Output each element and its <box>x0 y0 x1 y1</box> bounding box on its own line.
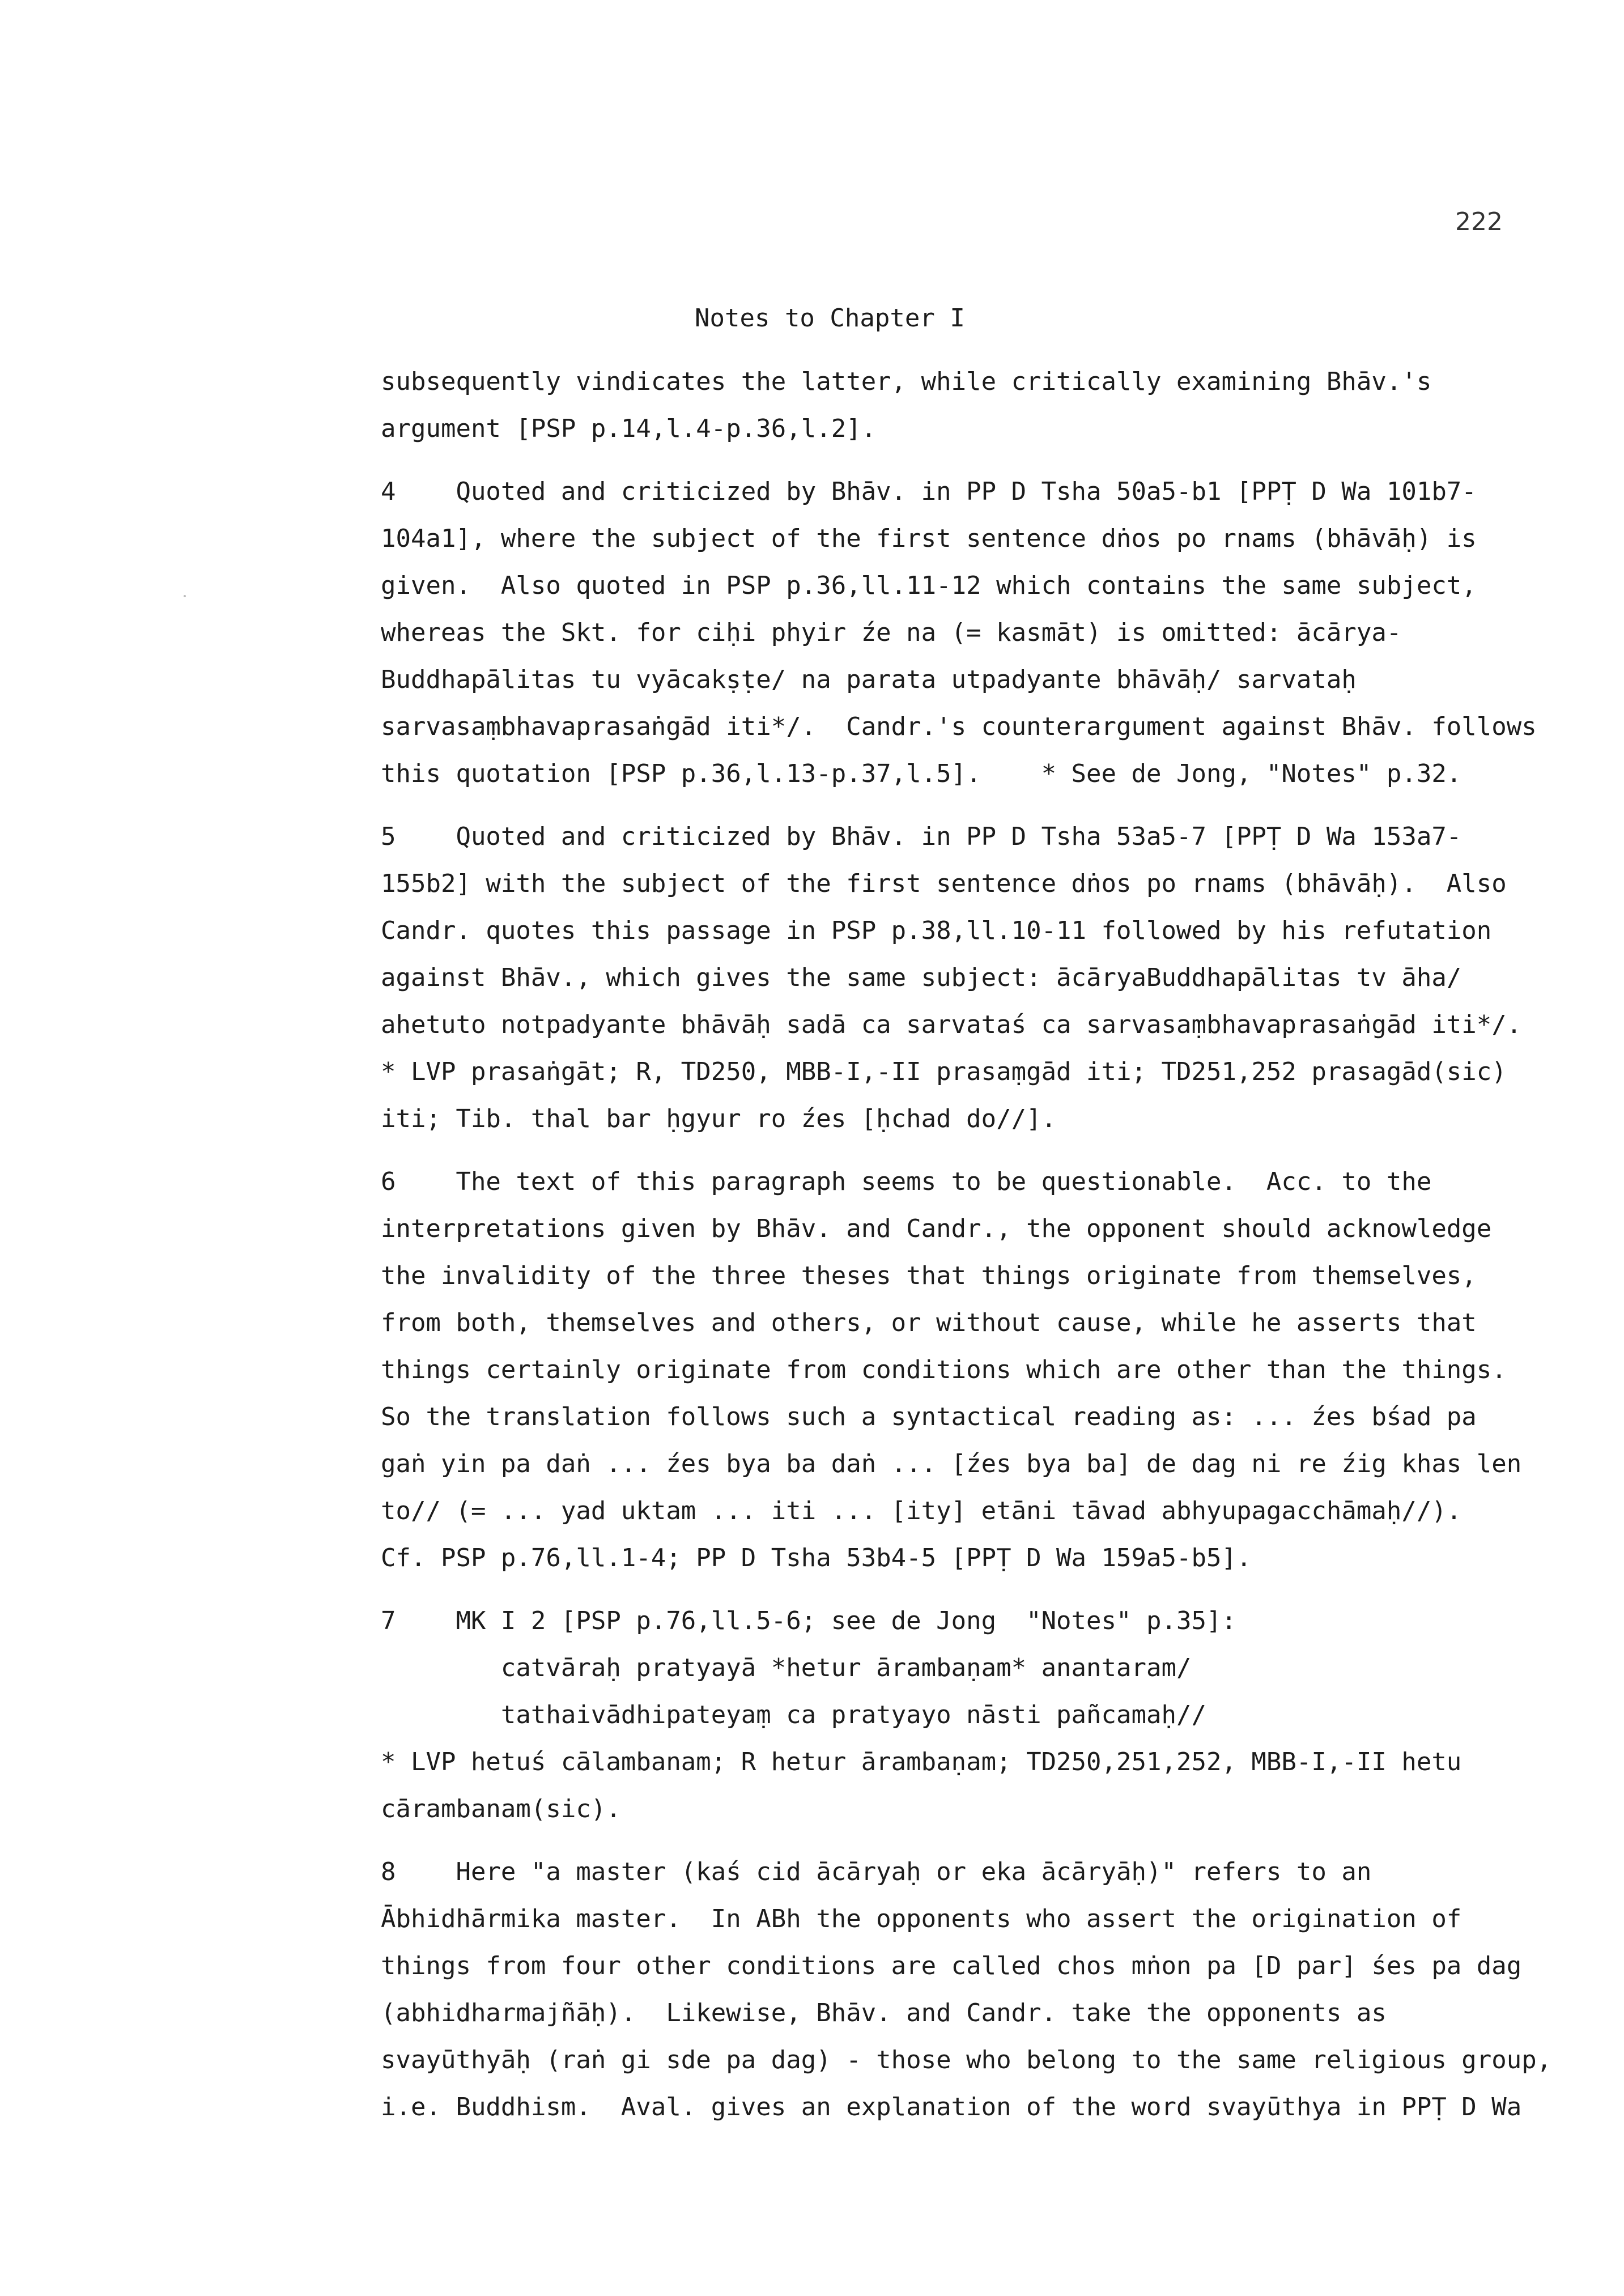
text-line: subsequently vindicates the latter, while critically examining Bhāv.'s <box>381 367 1432 396</box>
text-line: against Bhāv., which gives the same subject: ācāryaBuddhapālitas tv āha/ <box>381 963 1462 992</box>
text-line: svayūthyāḥ (raṅ gi sde pa dag) - those who belong to the same religious group, <box>381 2046 1552 2074</box>
text-line: sarvasaṃbhavaprasaṅgād iti*/. Candr.'s counterargument against Bhāv. follows <box>381 712 1537 741</box>
text-line: (abhidharmajñāḥ). Likewise, Bhāv. and Candr. take the opponents as <box>381 1999 1387 2027</box>
text-line: So the translation follows such a syntactical reading as: ... źes bśad pa <box>381 1402 1477 1431</box>
text-line: gaṅ yin pa daṅ ... źes bya ba daṅ ... [źes bya ba] de dag ni re źig khas len <box>381 1449 1522 1478</box>
text-line: i.e. Buddhism. Aval. gives an explanation of the word svayūthya in PPṬ D Wa <box>381 2093 1522 2121</box>
paragraph-gap <box>381 1832 1593 1848</box>
text-line: 155b2] with the subject of the first sentence dṅos po rnams (bhāvāḥ). Also <box>381 869 1507 898</box>
text-line: Ābhidhārmika master. In ABh the opponents who assert the origination of <box>381 1904 1462 1933</box>
text-line: * LVP hetuś cālambanam; R hetur ārambaṇam; TD250,251,252, MBB-I,-II hetu <box>381 1747 1462 1776</box>
text-line: Cf. PSP p.76,ll.1-4; PP D Tsha 53b4-5 [PPṬ D Wa 159a5-b5]. <box>381 1544 1252 1572</box>
text-line: this quotation [PSP p.36,l.13-p.37,l.5]. * See de Jong, "Notes" p.32. <box>381 759 1462 788</box>
paragraph-gap <box>381 797 1593 813</box>
page-number: 222 <box>1455 207 1503 236</box>
text-line: things from four other conditions are called chos mṅon pa [D par] śes pa dag <box>381 1951 1522 1980</box>
text-line: tathaivādhipateyaṃ ca pratyayo nāsti pañcamaḥ// <box>381 1700 1206 1729</box>
text-line: 8 Here "a master (kaś cid ācāryaḥ or eka ācāryāḥ)" refers to an <box>381 1857 1372 1886</box>
scan-speck <box>184 595 186 597</box>
text-line: 104a1], where the subject of the first sentence dṅos po rnams (bhāvāḥ) is <box>381 524 1477 553</box>
paragraph-gap <box>381 1142 1593 1158</box>
text-line: 4 Quoted and criticized by Bhāv. in PP D Tsha 50a5-b1 [PPṬ D Wa 101b7- <box>381 477 1477 506</box>
text-line: catvāraḥ pratyayā *hetur ārambaṇam* anantaram/ <box>381 1653 1192 1682</box>
text-line: to// (= ... yad uktam ... iti ... [ity] etāni tāvad abhyupagacchāmaḥ//). <box>381 1496 1462 1525</box>
text-line: interpretations given by Bhāv. and Candr., the opponent should acknowledge <box>381 1214 1492 1243</box>
text-line: argument [PSP p.14,l.4-p.36,l.2]. <box>381 414 877 443</box>
text-line: * LVP prasaṅgāt; R, TD250, MBB-I,-II prasaṃgād iti; TD251,252 prasagād(sic) <box>381 1057 1507 1086</box>
text-line: 7 MK I 2 [PSP p.76,ll.5-6; see de Jong "Notes" p.35]: <box>381 1606 1236 1635</box>
notes-body <box>381 358 1593 2131</box>
text-line: Buddhapālitas tu vyācakṣṭe/ na parata utpadyante bhāvāḥ/ sarvataḥ <box>381 665 1357 694</box>
text-line: things certainly originate from conditions which are other than the things. <box>381 1355 1507 1384</box>
text-line: iti; Tib. thal bar ḥgyur ro źes [ḥchad do//]. <box>381 1104 1057 1133</box>
text-line: 6 The text of this paragraph seems to be questionable. Acc. to the <box>381 1167 1432 1196</box>
paragraph-gap <box>381 452 1593 468</box>
text-line: 5 Quoted and criticized by Bhāv. in PP D Tsha 53a5-7 [PPṬ D Wa 153a7- <box>381 822 1462 851</box>
text-line: ahetuto notpadyante bhāvāḥ sadā ca sarvataś ca sarvasaṃbhavaprasaṅgād iti*/. <box>381 1010 1522 1039</box>
text-line: given. Also quoted in PSP p.36,ll.11-12 which contains the same subject, <box>381 571 1477 600</box>
text-line: whereas the Skt. for ciḥi phyir źe na (= kasmāt) is omitted: ācārya- <box>381 618 1402 647</box>
text-line: the invalidity of the three theses that things originate from themselves, <box>381 1261 1477 1290</box>
text-line: Candr. quotes this passage in PSP p.38,ll.10-11 followed by his refutation <box>381 916 1492 945</box>
text-line: from both, themselves and others, or without cause, while he asserts that <box>381 1308 1477 1337</box>
page-title: Notes to Chapter I <box>695 304 965 333</box>
paragraph-gap <box>381 1581 1593 1597</box>
text-line: cārambanam(sic). <box>381 1795 621 1823</box>
